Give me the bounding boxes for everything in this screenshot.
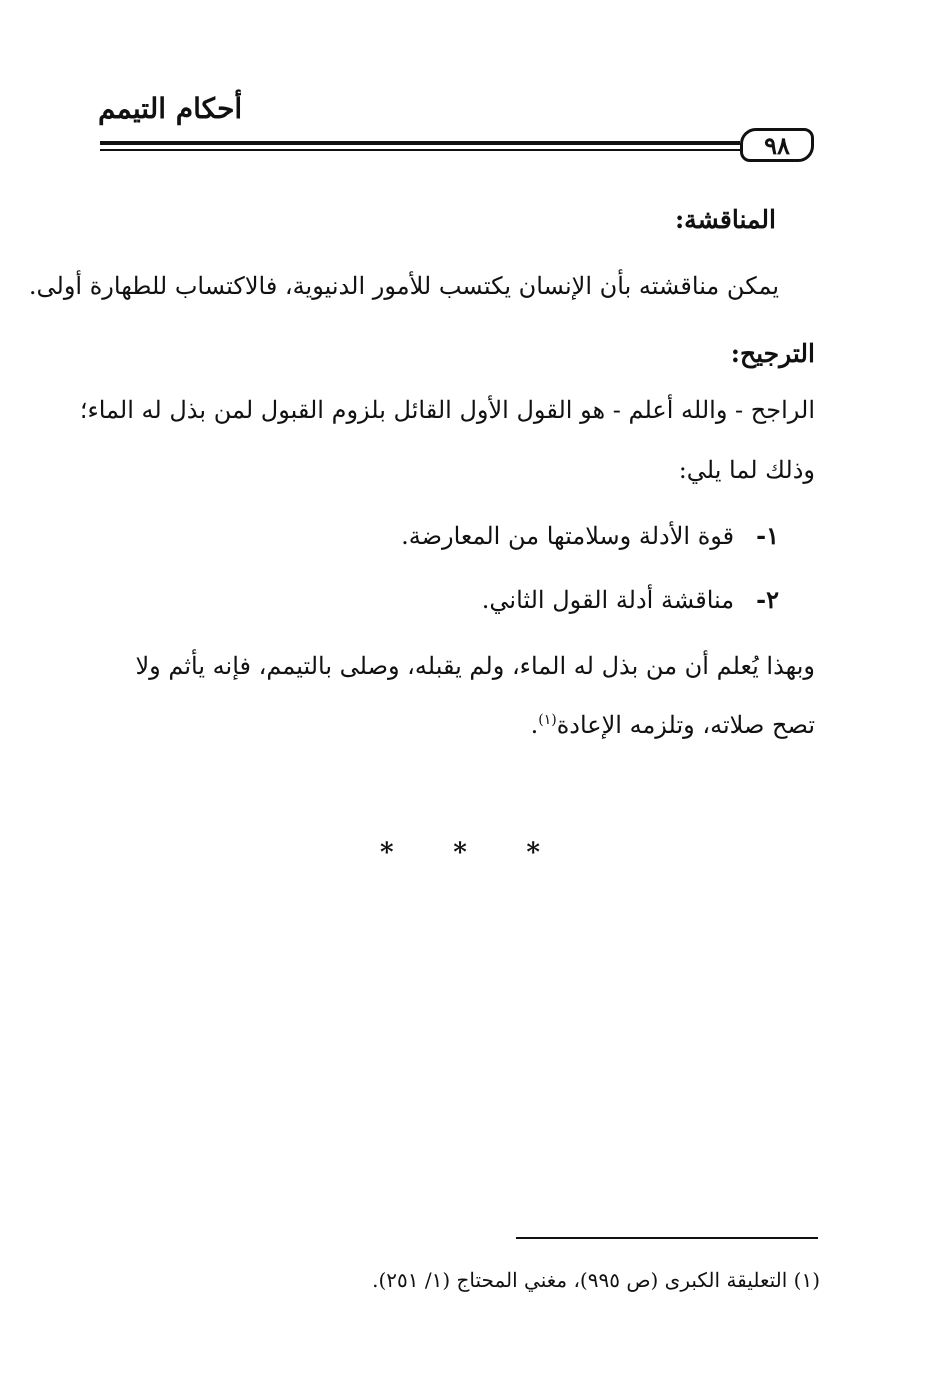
running-title: أحكام التيمم: [98, 92, 243, 125]
ruling-period: .: [530, 711, 539, 739]
ruling-line-2: [531, 700, 815, 745]
asterisk: *: [526, 838, 540, 868]
header-rule: [100, 141, 740, 151]
list-text: قوة الأدلة وسلامتها من المعارضة.: [401, 522, 735, 550]
footnote: (١) التعليقة الكبرى (ص ٩٩٥)، مغني المحتاج (١/ ٢٥١).: [372, 1268, 820, 1292]
footnote-rule: [516, 1237, 818, 1239]
section-heading-discussion: المناقشة:: [674, 205, 776, 234]
ruling-text: تصح صلاته، وتلزمه الإعادة: [556, 711, 815, 739]
list-number: ١-: [756, 521, 779, 550]
conclusion-line-1: الراجح - والله أعلم - هو القول الأول القائل بلزوم القبول لمن بذل له الماء؛: [79, 396, 815, 424]
discussion-paragraph: يمكن مناقشته بأن الإنسان يكتسب للأمور الدنيوية، فالاكتساب للطهارة أولى.: [28, 272, 779, 300]
asterisk: *: [453, 838, 467, 868]
list-item: [401, 516, 779, 556]
list-number: ٢-: [756, 585, 779, 614]
list-item: [482, 580, 779, 620]
page-number: ٩٨: [740, 128, 814, 162]
section-heading-preference: الترجيح:: [730, 339, 815, 368]
section-separator: [380, 838, 540, 868]
ruling-line-1: وبهذا يُعلم أن من بذل له الماء، ولم يقبله، وصلى بالتيمم، فإنه يأثم ولا: [135, 652, 815, 680]
asterisk: *: [380, 838, 394, 868]
list-text: مناقشة أدلة القول الثاني.: [481, 586, 735, 614]
conclusion-line-2: وذلك لما يلي:: [678, 456, 815, 484]
footnote-marker: (١): [538, 712, 557, 728]
